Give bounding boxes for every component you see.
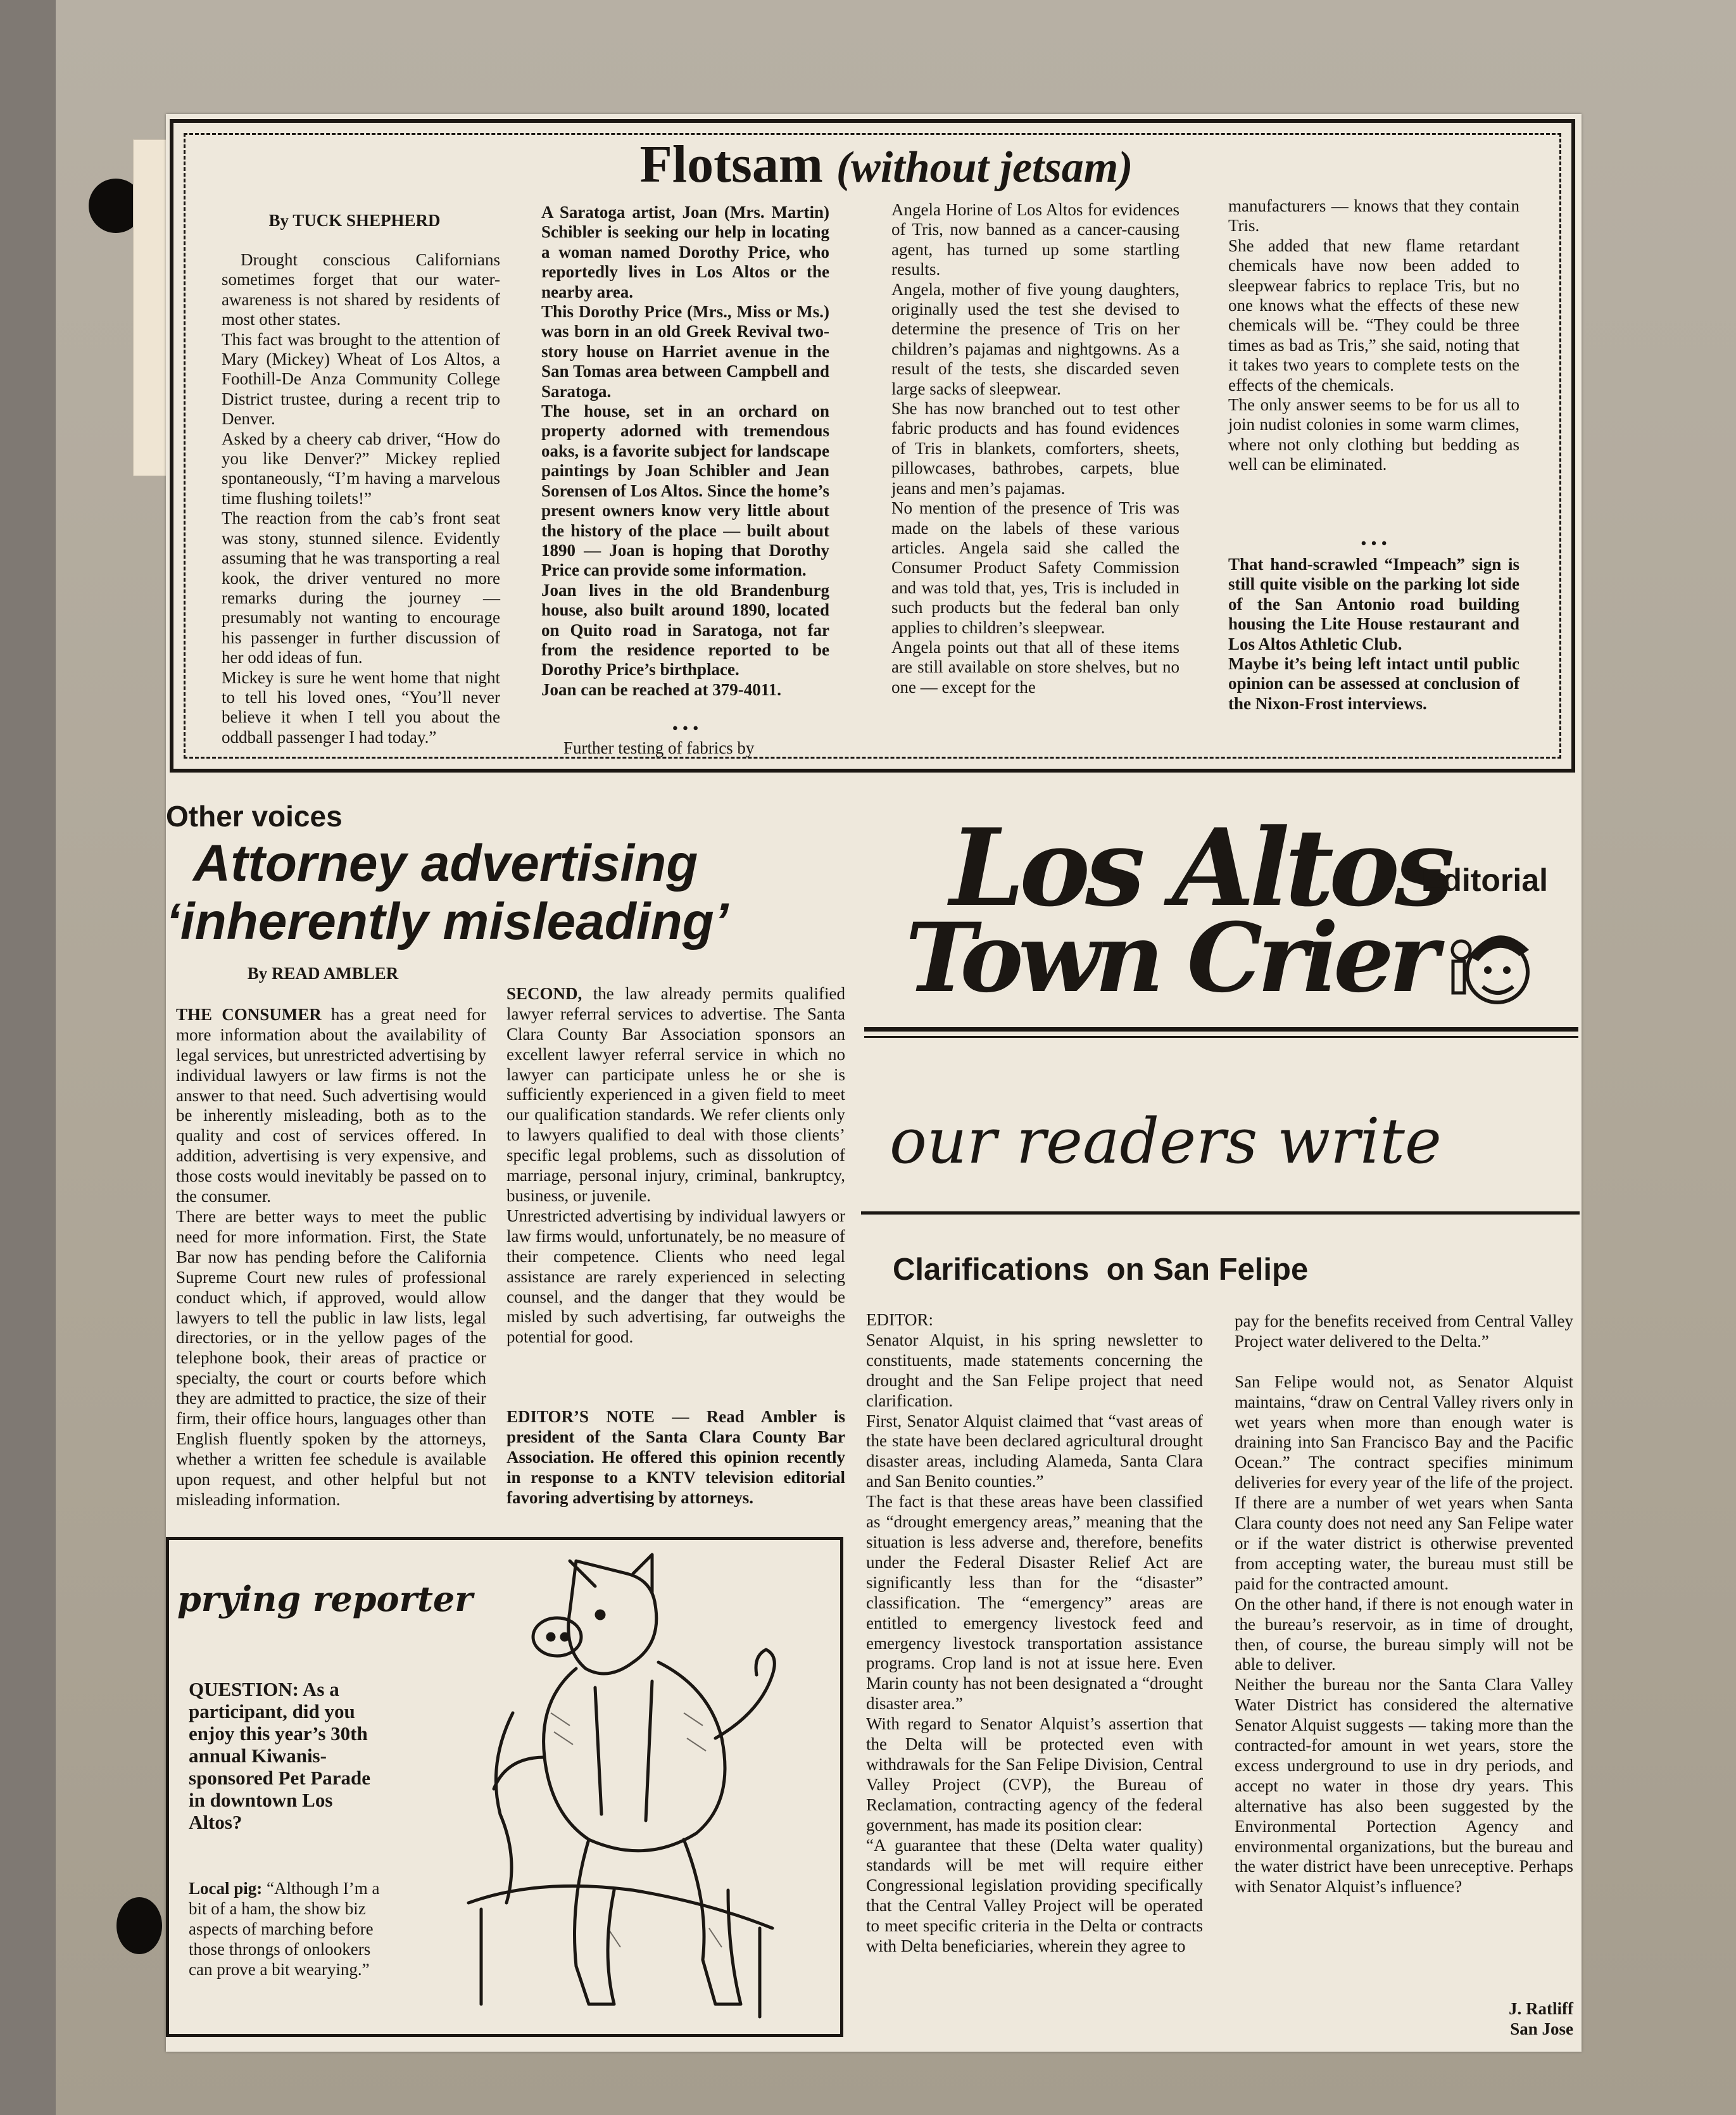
letter-signature-city: San Jose (1510, 2019, 1573, 2038)
masthead-line-2: Town Crier (905, 902, 1434, 1014)
clarifications-headline: Clarifications on San Felipe (893, 1253, 1309, 1287)
masthead-rule-thin (864, 1036, 1578, 1038)
editorial-label: Editorial (1421, 862, 1549, 898)
flotsam-separator-1: • • • (672, 719, 699, 738)
flotsam-title: Flotsam (without jetsam) (639, 135, 1133, 194)
letter-column-2: pay for the benefits received from Central Valley Project water delivered to the Delta.” San Felipe would not, as Senator Alquist maintains, “draw on Central Valley rivers only in wet years when more than enough water is draining into San Francisco Bay and the Pacific Ocean.” The contract specifies minimum deliveries for every year of the life of the project. If there are a number of wet years when Santa Clara county does not need any San Felipe water or if the water district is otherwise prevented from accepting water, the bureau must still be paid for the contracted amount. On the other hand, if there is not enough water in the bureau’s reservoir, as in time of drought, then, of course, the bureau simply will not be able to deliver. Neither the bureau nor the Santa Clara Valley Water District has considered the alternative Senator Alquist suggests — taking more than the contracted-for amount in wet years, store the excess underground to use in dry periods, and accept no water in those dry years. This alternative has also been suggested by the Environmental Portection Agency and environmental organizations, but the bureau and the water district have been unreceptive. Perhaps with Senator Alquist’s influence? (1235, 1311, 1573, 1897)
attorney-byline: By READ AMBLER (247, 964, 399, 983)
our-readers-write-header: our readers write (890, 1106, 1442, 1178)
town-crier-masthead (905, 805, 1450, 1054)
masthead-rule (864, 1027, 1578, 1032)
prying-question: QUESTION: As a participant, did you enjoy this year’s 30th annual Kiwanis-sponsored Pet Parade in downtown Los Altos? (189, 1678, 371, 1833)
attorney-headline-line-1: Attorney advertising (193, 835, 698, 892)
binder-hole-bottom (116, 1897, 162, 1954)
masthead-line-1: Los Altos (950, 805, 1450, 930)
pig-illustration (443, 1548, 823, 2030)
flotsam-byline: By TUCK SHEPHERD (268, 211, 441, 230)
attorney-editors-note: EDITOR’S NOTE — Read Ambler is president of the Santa Clara County Bar Association. He offered this opinion recently in response to a KNTV television editorial favoring advertising by attorneys. (506, 1407, 845, 1507)
flotsam-column-4-item-2: That hand-scrawled “Impeach” sign is still quite visible on the parking lot side of the San Antonio road building housing the Lite House restaurant and Los Altos Athletic Club. Maybe it’s being left intact until public opinion can be assessed at conclusion of the Nixon-Frost interviews. (1228, 555, 1519, 713)
town-crier-mascot-icon (1444, 912, 1551, 1020)
other-voices-kicker: Other voices (166, 800, 343, 833)
flotsam-column-1: Drought conscious Californians sometimes forget that our water-awareness is not shared by residents of most other states. This fact was brought to the attention of Mary (Mickey) Wheat of Los Altos, a Foothill-De Anza Community College District trustee, during a recent trip to Denver. Asked by a cheery cab driver, “How do you like Denver?” Mickey replied spontaneously, “I’m having a marvelous time flushing toilets!” The reaction from the cab’s front seat was stony, stunned silence. Evidently assuming that he was transporting a real kook, the driver ventured no more remarks during the journey — presumably not wanting to encourage his passenger in further discussion of her odd ideas of fun. Mickey is sure he went home that night to tell his loved ones, “You’ll never believe it when I tell you about the oddball passenger I had today.” (222, 250, 500, 747)
attorney-column-2: SECOND, the law already permits qualified lawyer referral services to advertise. The Santa Clara County Bar Association sponsors an excellent lawyer referral service in which no lawyer can participate unless he or she is sufficiently experienced in a given field to meet our qualification standards. We refer clients only to lawyers qualified to deal with those clients’ specific legal problems, such as dissolution of marriage, personal injury, criminal, bankruptcy, business, or juvenile. Unrestricted advertising by individual lawyers or law firms would, unfortunately, be no measure of their competence. Clients who need legal assistance are rarely experienced in selecting counsel, and the danger that they would be misled by such advertising, far outweighs the potential for good. (506, 983, 845, 1347)
readers-rule (861, 1211, 1580, 1215)
letter-column-1: EDITOR: Senator Alquist, in his spring newsletter to constituents, made statements concerning the drought and the San Felipe project that need clarification. First, Senator Alquist claimed that “vast areas of the state have been declared agricultural drought disaster areas, including Alameda, Santa Clara and San Benito counties.” The fact is that these areas have been classified as “drought emergency areas,” meaning that the situation is less adverse and, therefore, benefits under the Federal Disaster Relief Act are significantly less than for the “disaster” classification. The “emergency” areas are entitled to emergency livestock feed and emergency livestock transportation assistance programs. Crop land is not at issue here. Even Marin county has not been designated a “drought disaster area.” With regard to Senator Alquist’s assertion that the Delta will be protected even with withdrawals for the San Felipe Division, Central Valley Project (CVP), the Bureau of Reclamation, contracting agency of the federal government, has made its position clear: “A guarantee that these (Delta water quality) standards will be met will require either Congressional legislation providing specifically that the Central Valley Project will be operated to meet specific criteria in the Delta or contracts with Delta beneficiaries, wherein they agree to (866, 1310, 1203, 1956)
prying-answer: Local pig: “Although I’m a bit of a ham, the show biz aspects of marching before those throngs of onlookers can prove a bit wearying.” (189, 1878, 380, 1979)
letter-signature-name: J. Ratliff (1509, 1999, 1573, 2018)
flotsam-separator-2: • • • (1361, 534, 1387, 553)
prying-reporter-header: prying reporter (177, 1579, 473, 1619)
flotsam-column-2-tail: Further testing of fabrics by (563, 738, 755, 757)
attorney-headline-line-2: ‘inherently misleading’ (166, 893, 729, 950)
flotsam-column-2: A Saratoga artist, Joan (Mrs. Martin) Schibler is seeking our help in locating a woman named Dorothy Price, who reportedly lives in Los Altos or the nearby area. This Dorothy Price (Mrs., Miss or Ms.) was born in an old Greek Revival two-story house on Harriet avenue in the San Tomas area between Campbell and Saratoga. The house, set in an orchard on property adorned with tremendous oaks, is a favorite subject for landscape paintings by Joan Schibler and Jean Sorensen of Los Altos. Since the home’s present owners know very little about the history of the place — built about 1890 — Joan is hoping that Dorothy Price can provide some information. Joan lives in the old Brandenburg house, also built around 1890, located on Quito road in Saratoga, not far from the residence reported to be Dorothy Price’s birthplace. Joan can be reached at 379-4011. (541, 203, 829, 699)
clipping-strip (133, 139, 170, 476)
flotsam-column-4: manufacturers — knows that they contain Tris. She added that new flame retardant chemicals have now been added to sleepwear fabrics to replace Tris, but no one knows what the effects of these new chemicals will be. “They could be three times as bad as Tris,” she said, noting that it takes two years to complete tests on the effects of the chemicals. The only answer seems to be for us all to join nudist colonies in some warm climes, where not only clothing but bedding as well can be eliminated. (1228, 196, 1519, 474)
attorney-column-1: THE CONSUMER has a great need for more information about the availability of legal services, but unrestricted advertising by individual lawyers or law firms is not the answer to that need. Such advertising would be inherently misleading, both as to the quality and cost of services offered. In addition, advertising is very expensive, and those costs would inevitably be passed on to the consumer. There are better ways to meet the public need for more information. First, the State Bar now has pending before the California Supreme Court new rules of professional conduct which, if approved, would allow lawyers to tell the public in law lists, legal directories, or in the yellow pages of the telephone book, their areas of practice or specialty, the court or courts before which they are admitted to practice, the size of their firm, their office hours, languages other than English fluently spoken by the attorneys, whether a written fee schedule is available upon request, and other helpful but not misleading information. (176, 1004, 486, 1509)
flotsam-column-3: Angela Horine of Los Altos for evidences of Tris, now banned as a cancer-causing agent, has turned up some startling results. Angela, mother of five young daughters, originally used the test she devised to determine the presence of Tris on her children’s pajamas and nightgowns. As a result of the tests, she discarded seven large sacks of sleepwear. She has now branched out to test other fabric products and has found evidences of Tris in blankets, comforters, sheets, pillowcases, bathrobes, carpets, blue jeans and men’s pajamas. No mention of the presence of Tris was made on the labels of these various articles. Angela said she called the Consumer Product Safety Commission and was told that, yes, Tris is included in such products but the federal ban only applies to children’s sleepwear. Angela points out that all of these items are still available on store shelves, but no one — except for the (891, 200, 1179, 697)
